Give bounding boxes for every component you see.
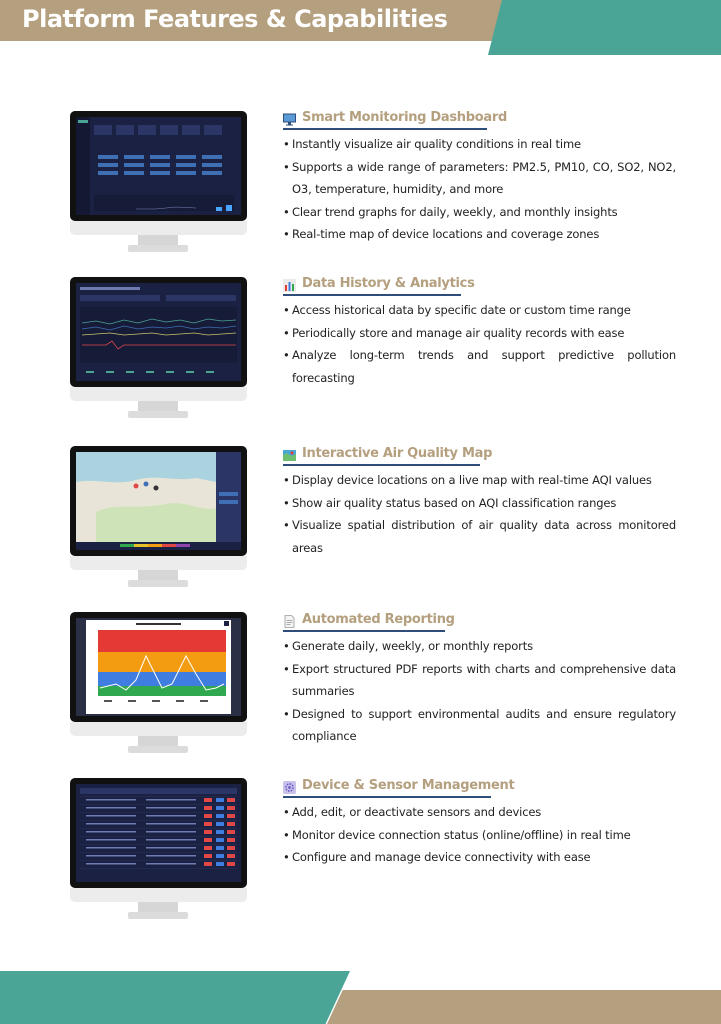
feature-automated-reporting bbox=[283, 609, 676, 748]
title-underline bbox=[283, 128, 487, 130]
footer-banner-tan bbox=[327, 990, 721, 1024]
feature-title: Device & Sensor Management bbox=[302, 777, 515, 793]
footer-banner-teal bbox=[0, 971, 350, 1024]
feature-title: Smart Monitoring Dashboard bbox=[302, 109, 507, 125]
feature-bullet: • Real-time map of device locations and coverage zones bbox=[283, 223, 676, 246]
title-underline bbox=[283, 796, 491, 798]
feature-title-row bbox=[283, 609, 676, 629]
feature-bullet: • Show air quality status based on AQI classification ranges bbox=[283, 492, 676, 515]
feature-bullet: • Supports a wide range of parameters: PM2.5, PM10, CO, SO2, NO2, O3, temperature, humidity, and more bbox=[283, 156, 676, 201]
feature-data-history bbox=[283, 273, 676, 389]
title-underline bbox=[283, 464, 480, 466]
title-underline bbox=[283, 630, 445, 632]
feature-bullet: • Access historical data by specific date or custom time range bbox=[283, 299, 676, 322]
feature-title-row bbox=[283, 107, 676, 127]
header-banner-teal bbox=[488, 0, 721, 55]
feature-bullet: • Configure and manage device connectivity with ease bbox=[283, 846, 676, 869]
feature-bullet: • Periodically store and manage air quality records with ease bbox=[283, 322, 676, 345]
page-title: Platform Features & Capabilities bbox=[22, 5, 448, 33]
feature-title-row bbox=[283, 443, 676, 463]
feature-bullet: • Instantly visualize air quality conditions in real time bbox=[283, 133, 676, 156]
feature-bullet: • Analyze long-term trends and support predictive pollution forecasting bbox=[283, 344, 676, 389]
feature-title-row bbox=[283, 273, 676, 293]
feature-title: Automated Reporting bbox=[302, 611, 455, 627]
feature-device-management bbox=[283, 775, 676, 869]
feature-smart-monitoring bbox=[283, 107, 676, 246]
feature-bullet: • Display device locations on a live map with real-time AQI values bbox=[283, 469, 676, 492]
feature-bullet: • Visualize spatial distribution of air quality data across monitored areas bbox=[283, 514, 676, 559]
feature-air-quality-map bbox=[283, 443, 676, 559]
bar-chart-icon bbox=[283, 277, 296, 290]
feature-bullet: • Add, edit, or deactivate sensors and devices bbox=[283, 801, 676, 824]
monitor-icon bbox=[283, 111, 296, 124]
feature-bullet: • Monitor device connection status (online/offline) in real time bbox=[283, 824, 676, 847]
document-icon bbox=[283, 613, 296, 626]
map-icon bbox=[283, 447, 296, 460]
feature-bullet: • Generate daily, weekly, or monthly reports bbox=[283, 635, 676, 658]
feature-title-row bbox=[283, 775, 676, 795]
feature-bullet: • Clear trend graphs for daily, weekly, and monthly insights bbox=[283, 201, 676, 224]
title-underline bbox=[283, 294, 461, 296]
feature-title: Interactive Air Quality Map bbox=[302, 445, 493, 461]
feature-bullet: • Designed to support environmental audits and ensure regulatory compliance bbox=[283, 703, 676, 748]
feature-title: Data History & Analytics bbox=[302, 275, 475, 291]
feature-bullet: • Export structured PDF reports with charts and comprehensive data summaries bbox=[283, 658, 676, 703]
gear-icon bbox=[283, 779, 296, 792]
